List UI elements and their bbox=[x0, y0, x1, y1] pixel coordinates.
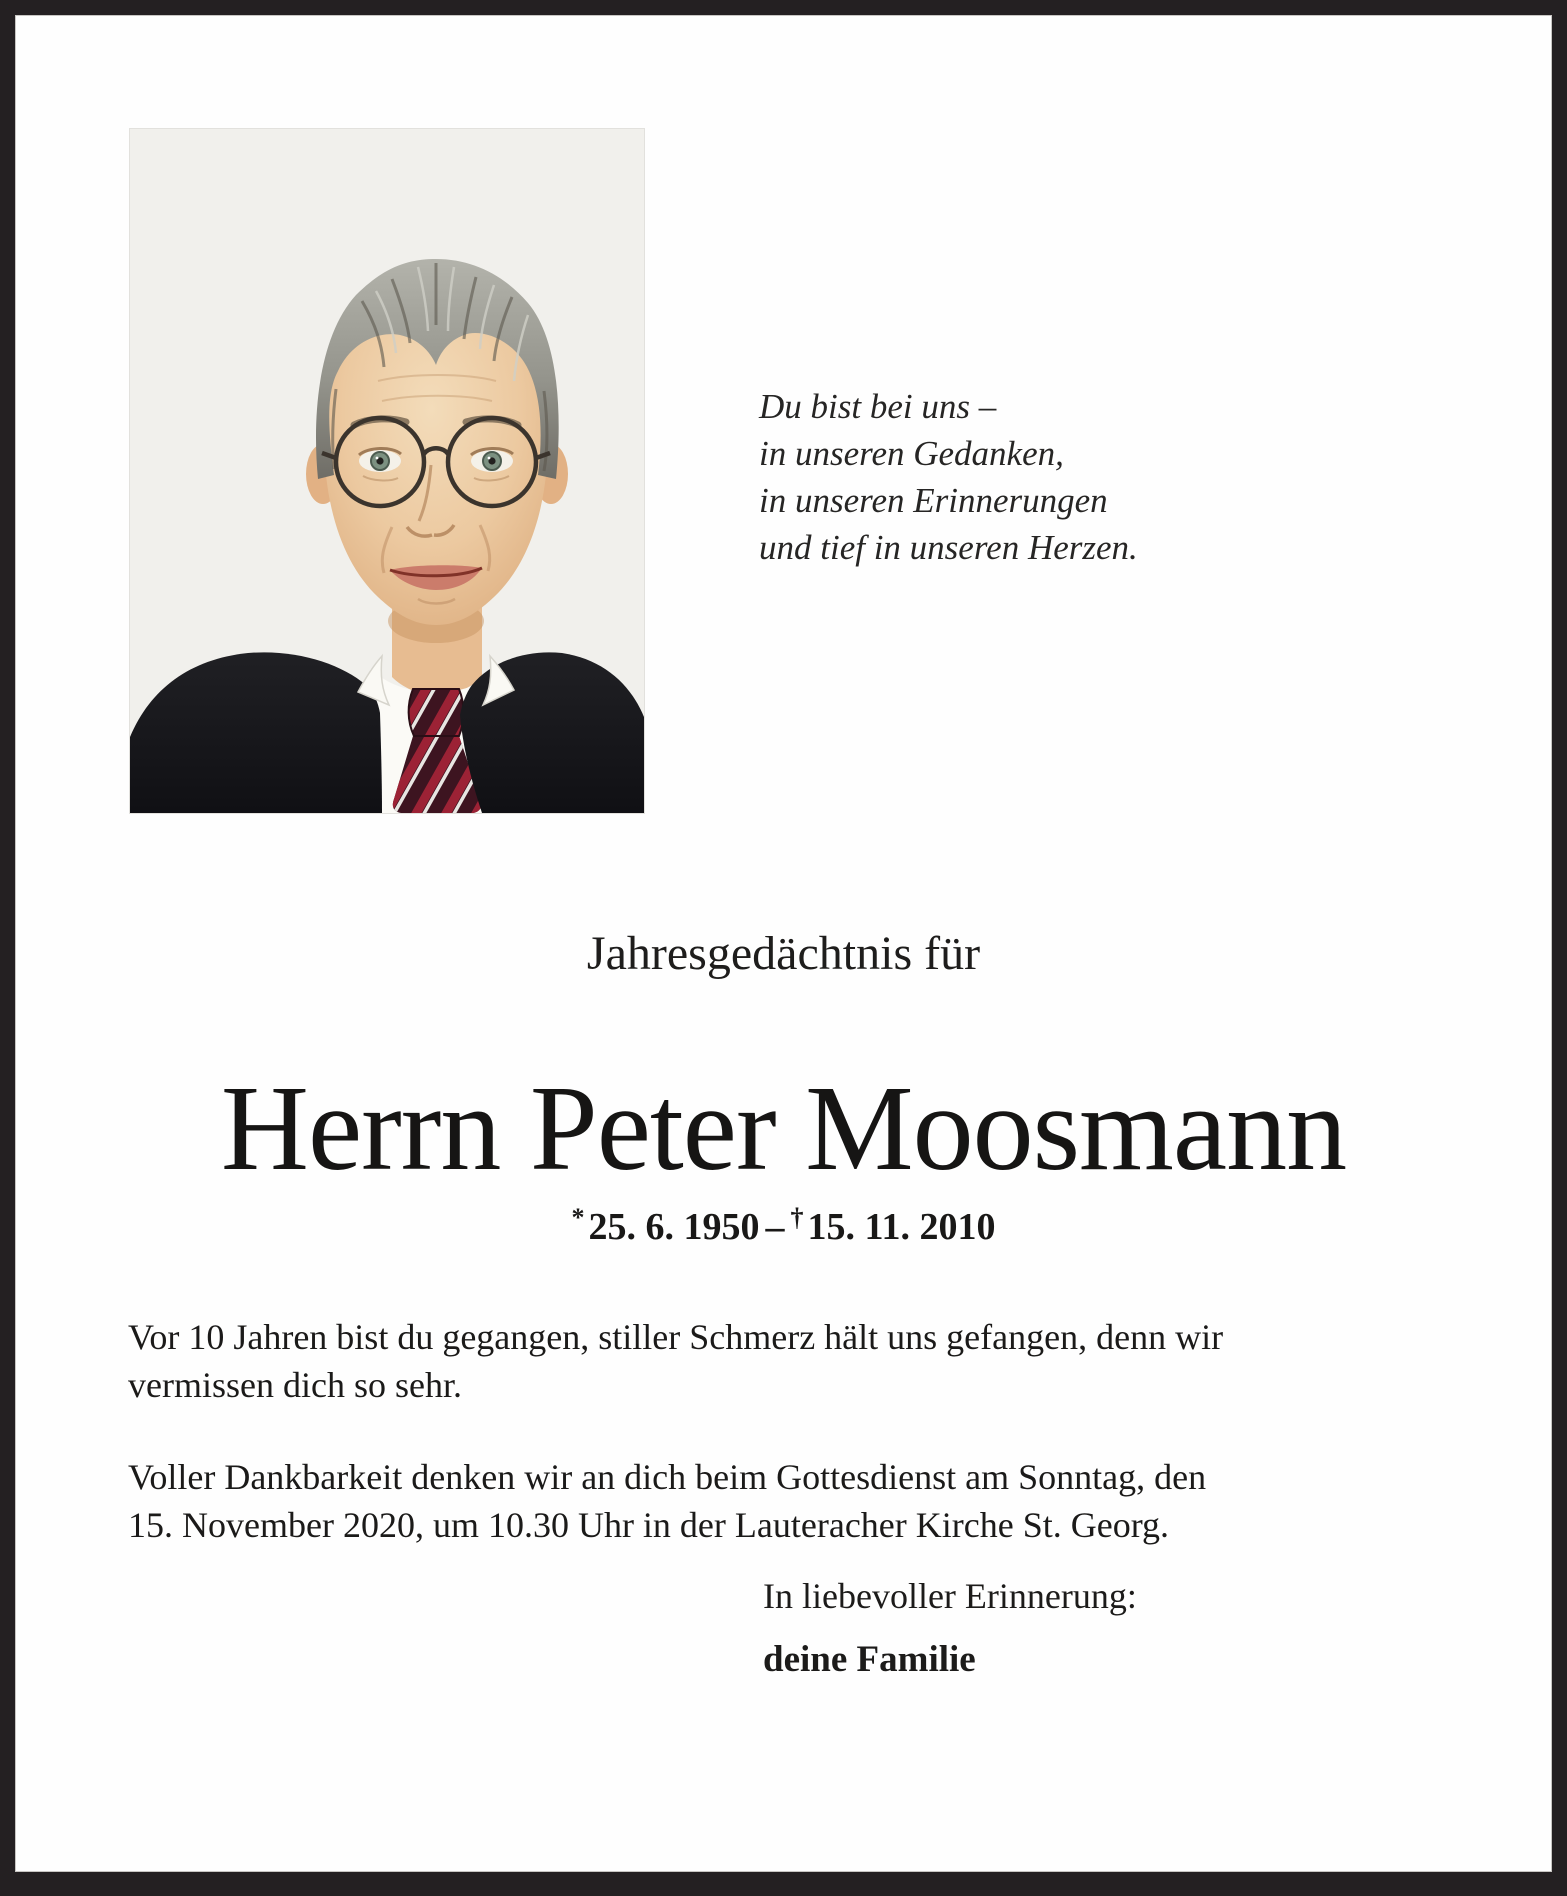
occasion-title: Jahresgedächtnis für bbox=[586, 927, 981, 980]
death-date: 15. 11. 2010 bbox=[807, 1206, 996, 1248]
memorial-paragraph-1 bbox=[128, 1313, 1223, 1409]
portrait-illustration bbox=[130, 129, 644, 813]
memorial-paragraph-2 bbox=[128, 1453, 1206, 1549]
deceased-name: Herrn Peter Moosmann bbox=[220, 1061, 1347, 1196]
quote-line: in unseren Erinnerungen bbox=[759, 481, 1108, 520]
life-dates bbox=[16, 1194, 1551, 1251]
quote-line: in unseren Gedanken, bbox=[759, 434, 1064, 473]
birth-symbol: * bbox=[571, 1203, 585, 1232]
portrait-photo bbox=[130, 129, 644, 813]
memorial-quote bbox=[759, 383, 1138, 571]
closing-signature: deine Familie bbox=[763, 1639, 976, 1680]
birth-date: 25. 6. 1950 bbox=[588, 1206, 760, 1248]
memorial-notice-sheet bbox=[15, 15, 1552, 1872]
paragraph-line: Vor 10 Jahren bist du gegangen, stiller Schmerz hält uns gefangen, denn wir bbox=[128, 1317, 1224, 1357]
date-separator: – bbox=[765, 1206, 785, 1248]
quote-line: Du bist bei uns – bbox=[759, 387, 997, 426]
paragraph-line: Voller Dankbarkeit denken wir an dich beim Gottesdienst am Sonntag, den bbox=[128, 1457, 1207, 1497]
death-symbol: † bbox=[790, 1203, 804, 1232]
quote-line: und tief in unseren Herzen. bbox=[759, 528, 1138, 567]
paragraph-line: vermissen dich so sehr. bbox=[128, 1365, 462, 1405]
paragraph-line: 15. November 2020, um 10.30 Uhr in der Lauteracher Kirche St. Georg. bbox=[128, 1505, 1170, 1545]
closing-intro: In liebevoller Erinnerung: bbox=[763, 1576, 1137, 1616]
